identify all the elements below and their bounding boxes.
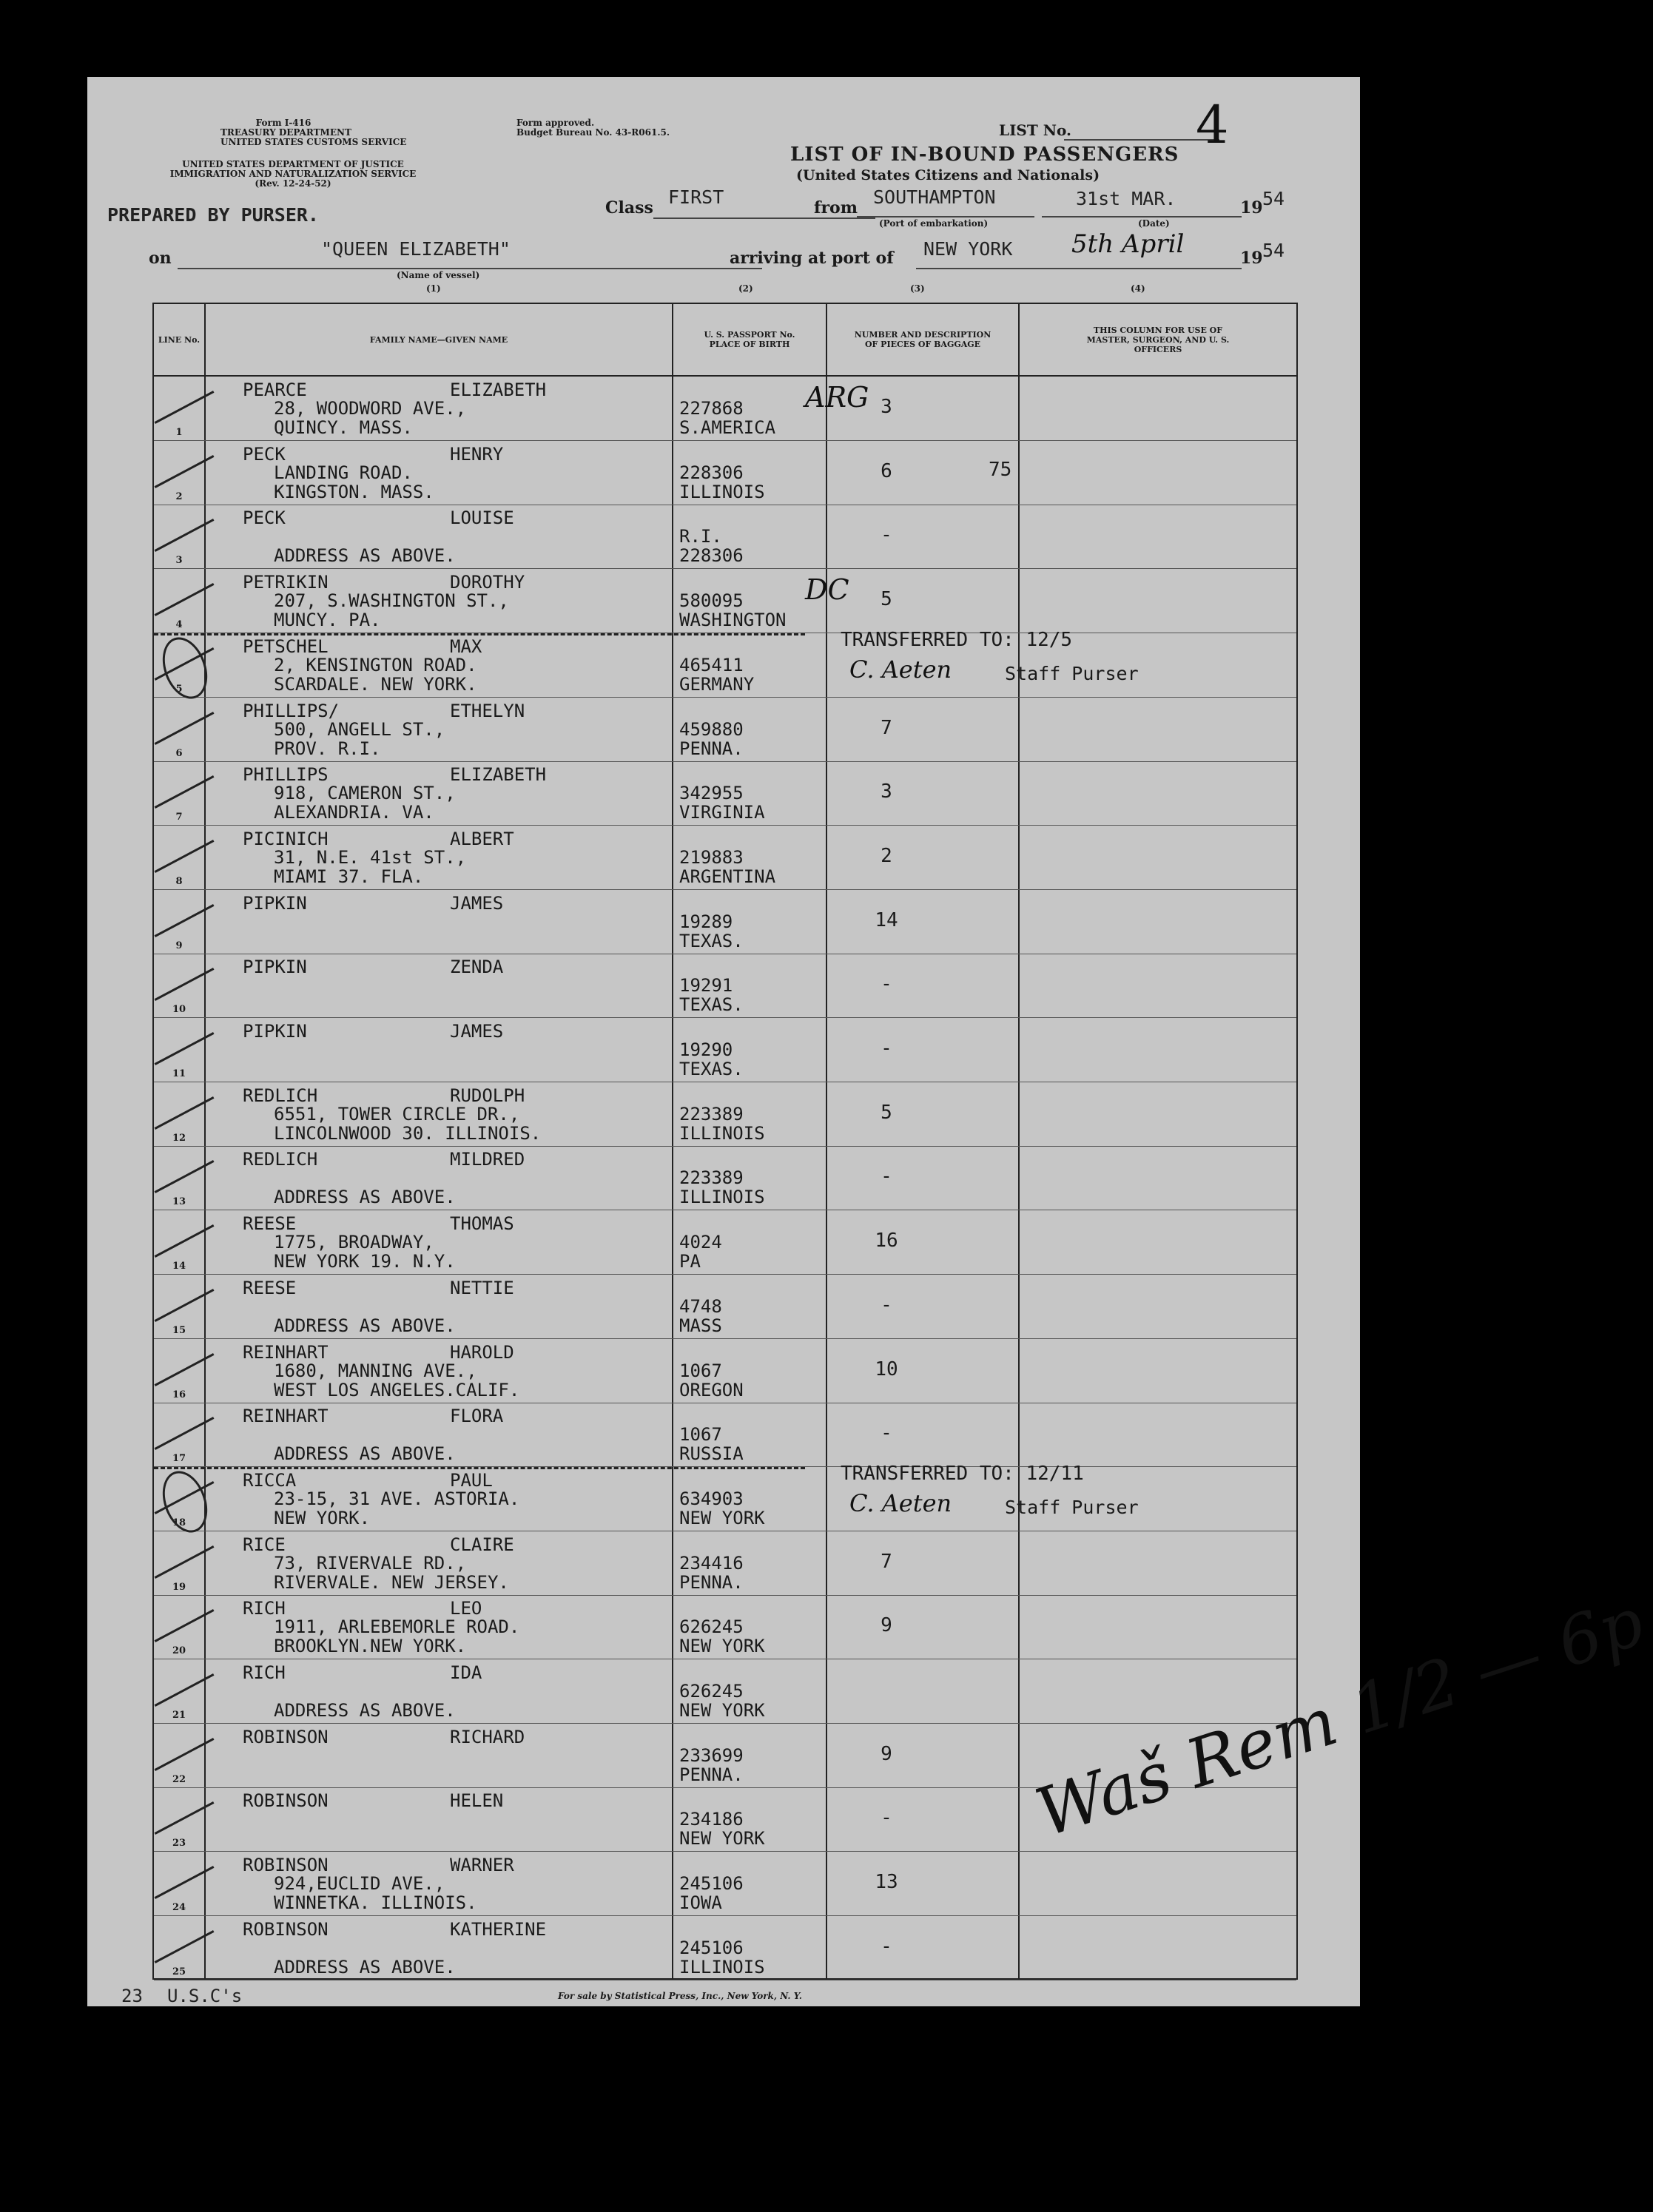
form-approved: Form approved. [516,118,595,128]
check-mark [155,1224,215,1258]
transferred-note: TRANSFERRED TO: 12/5 [841,628,1073,651]
baggage-count: - [881,1422,892,1445]
transferred-note: TRANSFERRED TO: 12/11 [841,1462,1084,1485]
baggage-count: 3 [881,396,892,418]
class-label: Class [605,198,653,218]
baggage-count: 5 [881,1101,892,1124]
family-name: ROBINSON [243,1855,329,1876]
vessel-name: "QUEEN ELIZABETH" [321,238,511,260]
arrival-port: NEW YORK [923,238,1013,260]
family-name: PIPKIN [243,957,307,978]
baggage-count: 9 [881,1742,892,1765]
address-line-1: 1775, BROADWAY, [274,1232,434,1253]
line-number: 21 [172,1710,186,1721]
check-mark [155,1738,215,1771]
passport-number: 19290 [679,1039,733,1060]
address-line-1: 2, KENSINGTON ROAD. [274,654,477,675]
line-number: 10 [172,1004,186,1016]
purser-signature: C. Aeten [849,655,952,684]
doc-title: LIST OF IN-BOUND PASSENGERS [790,144,1179,166]
baggage-count: 3 [881,780,892,803]
table-row [154,826,1296,890]
given-name: THOMAS [450,1213,514,1235]
given-name: HELEN [450,1790,504,1812]
header-line-no: LINE No. [158,334,201,345]
place-of-birth: NEW YORK [679,1700,765,1721]
year-1: 54 [1262,188,1285,209]
table-row [154,1018,1296,1082]
passport-number: 1067 [679,1424,722,1446]
table-row [154,1403,1296,1467]
place-of-birth: TEXAS. [679,994,744,1016]
line-number: 16 [172,1389,186,1400]
agency-block [220,118,407,147]
line-number: 3 [175,555,183,567]
given-name: NETTIE [450,1277,514,1298]
family-name: REINHART [243,1406,329,1427]
handwritten-note: ARG [805,381,869,414]
address-line-2: ADDRESS AS ABOVE. [274,1956,456,1977]
given-name: RUDOLPH [450,1085,525,1106]
table-row [154,1595,1296,1659]
given-name: ALBERT [450,828,514,849]
family-name: PIPKIN [243,892,307,914]
passport-number: 219883 [679,846,744,868]
check-mark [155,1417,215,1450]
class-value: FIRST [668,186,724,208]
address-line-2: ADDRESS AS ABOVE. [274,1187,456,1208]
line-number: 11 [172,1068,186,1079]
passport-number: 4024 [679,1232,722,1253]
address-line-2: QUINCY. MASS. [274,417,413,438]
address-line-1: 924,EUCLID AVE., [274,1873,445,1895]
table-row [154,1210,1296,1275]
check-mark [155,1866,215,1899]
approval-block [516,118,670,138]
passport-number: 626245 [679,1616,744,1638]
passport-number: 234186 [679,1809,744,1830]
table-row [154,1916,1296,1980]
check-mark [155,1545,215,1579]
place-of-birth: NEW YORK [679,1828,765,1849]
baggage-count: 10 [875,1358,898,1380]
ins-service: IMMIGRATION AND NATURALIZATION SERVICE [169,169,417,179]
family-name: ROBINSON [243,1790,329,1812]
line-number: 24 [172,1902,186,1914]
port-embarkation: SOUTHAMPTON [873,186,996,208]
place-of-birth: NEW YORK [679,1507,765,1528]
col-num-4: (4) [1131,283,1145,294]
header-baggage: NUMBER AND DESCRIPTION OF PIECES OF BAGGAGE [854,330,992,349]
address-line-2: PROV. R.I. [274,738,381,759]
given-name: ELIZABETH [450,764,547,786]
address-line-2: ADDRESS AS ABOVE. [274,1443,456,1465]
check-mark [155,1289,215,1322]
line-number: 9 [175,940,183,951]
baggage-count: - [881,1293,892,1316]
inspector-signature: Waš Rem 1/2 — 6p [1027,1582,1653,1852]
line-number: 8 [175,875,183,887]
officer-remark: 75 [989,458,1012,481]
place-of-birth: MASS [679,1315,722,1336]
passport-number: 626245 [679,1681,744,1702]
table-row [154,1462,1296,1531]
given-name: ELIZABETH [450,380,547,400]
table-row [154,505,1296,569]
passport-number: 465411 [679,654,744,675]
given-name: CLAIRE [450,1534,514,1555]
year-prefix-2: 19 [1240,249,1263,268]
passport-number: 223389 [679,1167,744,1189]
given-name: MILDRED [450,1149,525,1170]
check-mark [155,840,215,873]
passport-number: 227868 [679,398,744,419]
line-number: 25 [172,1966,186,1977]
passport-number: 580095 [679,590,744,612]
line-number: 13 [172,1196,186,1208]
address-line-2: ADDRESS AS ABOVE. [274,1315,456,1336]
family-name: RICH [243,1598,286,1619]
baggage-count: 6 [881,459,892,482]
passport-number: 459880 [679,718,744,740]
address-line-1: 918, CAMERON ST., [274,783,456,804]
given-name: WARNER [450,1855,514,1876]
table-row [154,890,1296,954]
baggage-count: - [881,524,892,547]
passport-number: 4748 [679,1295,722,1317]
place-of-birth: ILLINOIS [679,1187,765,1208]
passport-number: 19291 [679,975,733,997]
baggage-count: - [881,973,892,996]
year-2: 54 [1262,240,1285,261]
check-mark [155,391,215,424]
given-name: LEO [450,1598,482,1619]
passenger-count: 23 [121,1986,143,2006]
given-name: ZENDA [450,957,504,978]
table-row [154,1146,1296,1210]
passport-number: 234416 [679,1552,744,1574]
place-of-birth: ILLINOIS [679,1956,765,1977]
check-mark [155,455,215,488]
table-row [154,377,1296,441]
baggage-count: 7 [881,1550,892,1573]
date-caption: (Date) [1138,218,1170,229]
check-mark [155,1930,215,1963]
place-of-birth: PA [679,1251,701,1272]
address-line-1: 1680, MANNING AVE., [274,1360,477,1381]
place-of-birth: PENNA. [679,1571,744,1593]
given-name: KATHERINE [450,1918,547,1940]
place-of-birth: PENNA. [679,1764,744,1785]
staff-purser-label: Staff Purser [1005,1496,1139,1518]
address-line-1: 73, RIVERVALE RD., [274,1552,467,1574]
port-caption: (Port of embarkation) [879,218,989,229]
check-mark [155,583,215,616]
address-line-2: NEW YORK 19. N.Y. [274,1251,456,1272]
table-row [154,698,1296,762]
family-name: RICH [243,1662,286,1683]
baggage-count: - [881,1165,892,1188]
family-name: PECK [243,508,286,529]
header-name: FAMILY NAME—GIVEN NAME [369,334,508,345]
address-line-2: KINGSTON. MASS. [274,481,434,502]
baggage-count: 16 [875,1230,898,1252]
given-name: DOROTHY [450,572,525,593]
address-line-1: 6551, TOWER CIRCLE DR., [274,1103,520,1124]
address-line-2: NEW YORK. [274,1507,371,1528]
place-of-birth: GERMANY [679,673,755,695]
given-name: LOUISE [450,508,514,529]
address-line-2: BROOKLYN.NEW YORK. [274,1636,467,1657]
place-of-birth: OREGON [679,1379,744,1400]
address-line-2: LINCOLNWOOD 30. ILLINOIS. [274,1122,542,1144]
line-number: 4 [175,619,183,631]
col-num-3: (3) [910,283,925,294]
baggage-count: - [881,1935,892,1958]
baggage-count: 7 [881,716,892,739]
col-num-2: (2) [738,283,753,294]
passport-number: 342955 [679,783,744,804]
table-row [154,628,1296,698]
table-row [154,441,1296,505]
arriving-label: arriving at port of [730,249,894,268]
table-row [154,954,1296,1018]
passenger-table [152,303,1298,1980]
address-line-1: 23-15, 31 AVE. ASTORIA. [274,1488,520,1509]
line-number: 2 [175,490,183,502]
family-name: REDLICH [243,1085,318,1106]
address-line-1: 31, N.E. 41st ST., [274,846,467,868]
family-name: REESE [243,1213,297,1235]
address-line-2: MUNCY. PA. [274,610,381,631]
place-of-birth: TEXAS. [679,1059,744,1079]
baggage-count: 13 [875,1871,898,1894]
family-name: RICCA [243,1469,297,1491]
passport-number: 19289 [679,911,733,932]
line-number: 14 [172,1261,186,1272]
family-name: PETSCHEL [243,635,329,657]
given-name: RICHARD [450,1726,525,1747]
address-line-1: 500, ANGELL ST., [274,718,445,740]
family-name: PHILLIPS/ [243,700,340,721]
on-label: on [149,249,172,268]
address-line-2: ADDRESS AS ABOVE. [274,1700,456,1721]
family-name: RICE [243,1534,286,1555]
family-name: ROBINSON [243,1726,329,1747]
family-name: ROBINSON [243,1918,329,1940]
baggage-count: 9 [881,1614,892,1637]
date-value: 31st MAR. [1076,188,1176,209]
address-line-2: WINNETKA. ILLINOIS. [274,1892,477,1914]
arrival-line [916,268,1242,269]
line-number: 6 [175,747,183,759]
address-line-1: 207, S.WASHINGTON ST., [274,590,509,612]
address-line-2: RIVERVALE. NEW JERSEY. [274,1571,509,1593]
line-number: 23 [172,1838,186,1849]
place-of-birth: VIRGINIA [679,802,765,823]
family-name: PETRIKIN [243,572,329,593]
given-name: ETHELYN [450,700,525,721]
address-line-2: SCARDALE. NEW YORK. [274,673,477,695]
family-name: PIPKIN [243,1021,307,1042]
purser-signature: C. Aeten [849,1488,952,1517]
line-number: 20 [172,1645,186,1657]
customs-service: UNITED STATES CUSTOMS SERVICE [220,137,407,147]
check-mark [155,1353,215,1386]
check-mark [155,1801,215,1835]
check-mark [155,775,215,809]
address-line-2: ALEXANDRIA. VA. [274,802,434,823]
budget-bureau: Budget Bureau No. 43-R061.5. [516,127,670,138]
family-name: PEARCE [243,380,307,400]
justice-dept: UNITED STATES DEPARTMENT OF JUSTICE [182,159,404,169]
line-number: 12 [172,1132,186,1144]
family-name: REINHART [243,1341,329,1363]
baggage-count: 2 [881,844,892,867]
baggage-count: 5 [881,588,892,611]
family-name: REDLICH [243,1149,318,1170]
check-mark [155,1032,215,1065]
baggage-count: - [881,1037,892,1059]
family-name: REESE [243,1277,297,1298]
passport-number: 223389 [679,1103,744,1124]
place-of-birth: NEW YORK [679,1636,765,1657]
check-mark [155,968,215,1001]
address-line-1: 28, WOODWORD AVE., [274,398,467,419]
place-of-birth: ILLINOIS [679,481,765,502]
line-number: 15 [172,1324,186,1336]
date-line [1042,216,1242,218]
table-row [154,1082,1296,1147]
year-prefix: 19 [1240,198,1263,218]
address-line-2: ADDRESS AS ABOVE. [274,545,456,567]
check-mark [155,1609,215,1642]
arrival-date: 5th April [1071,229,1185,259]
line-number: 18 [172,1517,186,1528]
place-of-birth: RUSSIA [679,1443,744,1465]
table-row [154,1531,1296,1596]
port-line [857,216,1034,218]
vessel-line [178,268,762,269]
handwritten-note: DC [805,573,849,607]
revision: (Rev. 12-24-52) [255,178,331,189]
address-line-1: 1911, ARLEBEMORLE ROAD. [274,1616,520,1638]
table-row [154,1659,1296,1724]
address-line-2: MIAMI 37. FLA. [274,866,424,887]
passport-number: R.I. [679,526,722,547]
passport-number: 228306 [679,462,744,483]
given-name: PAUL [450,1469,493,1491]
given-name: HENRY [450,443,504,465]
given-name: IDA [450,1662,482,1683]
address-line-2: WEST LOS ANGELES.CALIF. [274,1379,520,1400]
line-number: 7 [175,812,183,823]
line-number: 17 [172,1453,186,1465]
line-number: 22 [172,1773,186,1785]
check-mark [155,1160,215,1193]
printer-note: For sale by Statistical Press, Inc., New York, N. Y. [558,1991,802,2001]
passport-number: 1067 [679,1360,722,1381]
vessel-caption: (Name of vessel) [397,270,480,280]
place-of-birth: WASHINGTON [679,610,787,631]
doc-subtitle: (United States Citizens and Nationals) [796,167,1100,183]
transfer-divider [154,633,805,635]
place-of-birth: ARGENTINA [679,866,776,887]
manifest-page [87,77,1653,2006]
header-officers: THIS COLUMN FOR USE OF MASTER, SURGEON, AND U. S. OFFICERS [1086,325,1230,354]
family-name: PECK [243,443,286,465]
table-row [154,1275,1296,1339]
prepared-by: PREPARED BY PURSER. [107,204,319,226]
form-number: Form I-416 [255,118,312,128]
family-name: PICINICH [243,828,329,849]
passport-number: 233699 [679,1744,744,1766]
staff-purser-label: Staff Purser [1005,662,1139,684]
check-mark [155,712,215,745]
header-passport: U. S. PASSPORT No. PLACE OF BIRTH [704,330,795,349]
line-number: 1 [175,427,183,438]
table-row [154,569,1296,633]
given-name: JAMES [450,1021,504,1042]
justice-block [152,160,434,189]
treasury-dept: TREASURY DEPARTMENT [220,127,351,138]
table-row [154,1852,1296,1916]
check-mark [155,1673,215,1707]
col-num-1: (1) [426,283,441,294]
given-name: MAX [450,635,482,657]
family-name: PHILLIPS [243,764,329,786]
list-no-label: LIST No. [999,121,1071,139]
passport-number: 245106 [679,1937,744,1958]
check-mark [155,1096,215,1130]
from-label: from [814,198,858,218]
place-of-birth: S.AMERICA [679,417,776,438]
table-row [154,1339,1296,1403]
given-name: FLORA [450,1406,504,1427]
place-of-birth: ILLINOIS [679,1122,765,1144]
uscs-label: U.S.C's [167,1986,243,2006]
place-of-birth: TEXAS. [679,930,744,951]
baggage-count: - [881,1807,892,1830]
passport-number: 634903 [679,1488,744,1509]
given-name: JAMES [450,892,504,914]
line-number: 19 [172,1581,186,1593]
given-name: HAROLD [450,1341,514,1363]
place-of-birth: PENNA. [679,738,744,759]
place-of-birth: IOWA [679,1892,722,1914]
class-line [653,218,875,219]
passport-number: 245106 [679,1873,744,1895]
place-of-birth: 228306 [679,545,744,567]
baggage-count: 14 [875,908,898,931]
table-row [154,761,1296,826]
address-line-1: LANDING ROAD. [274,462,413,483]
line-number: 5 [175,683,183,695]
check-mark [155,904,215,937]
list-no-value: 4 [1196,95,1229,155]
transfer-divider [154,1467,805,1469]
check-mark [155,519,215,552]
